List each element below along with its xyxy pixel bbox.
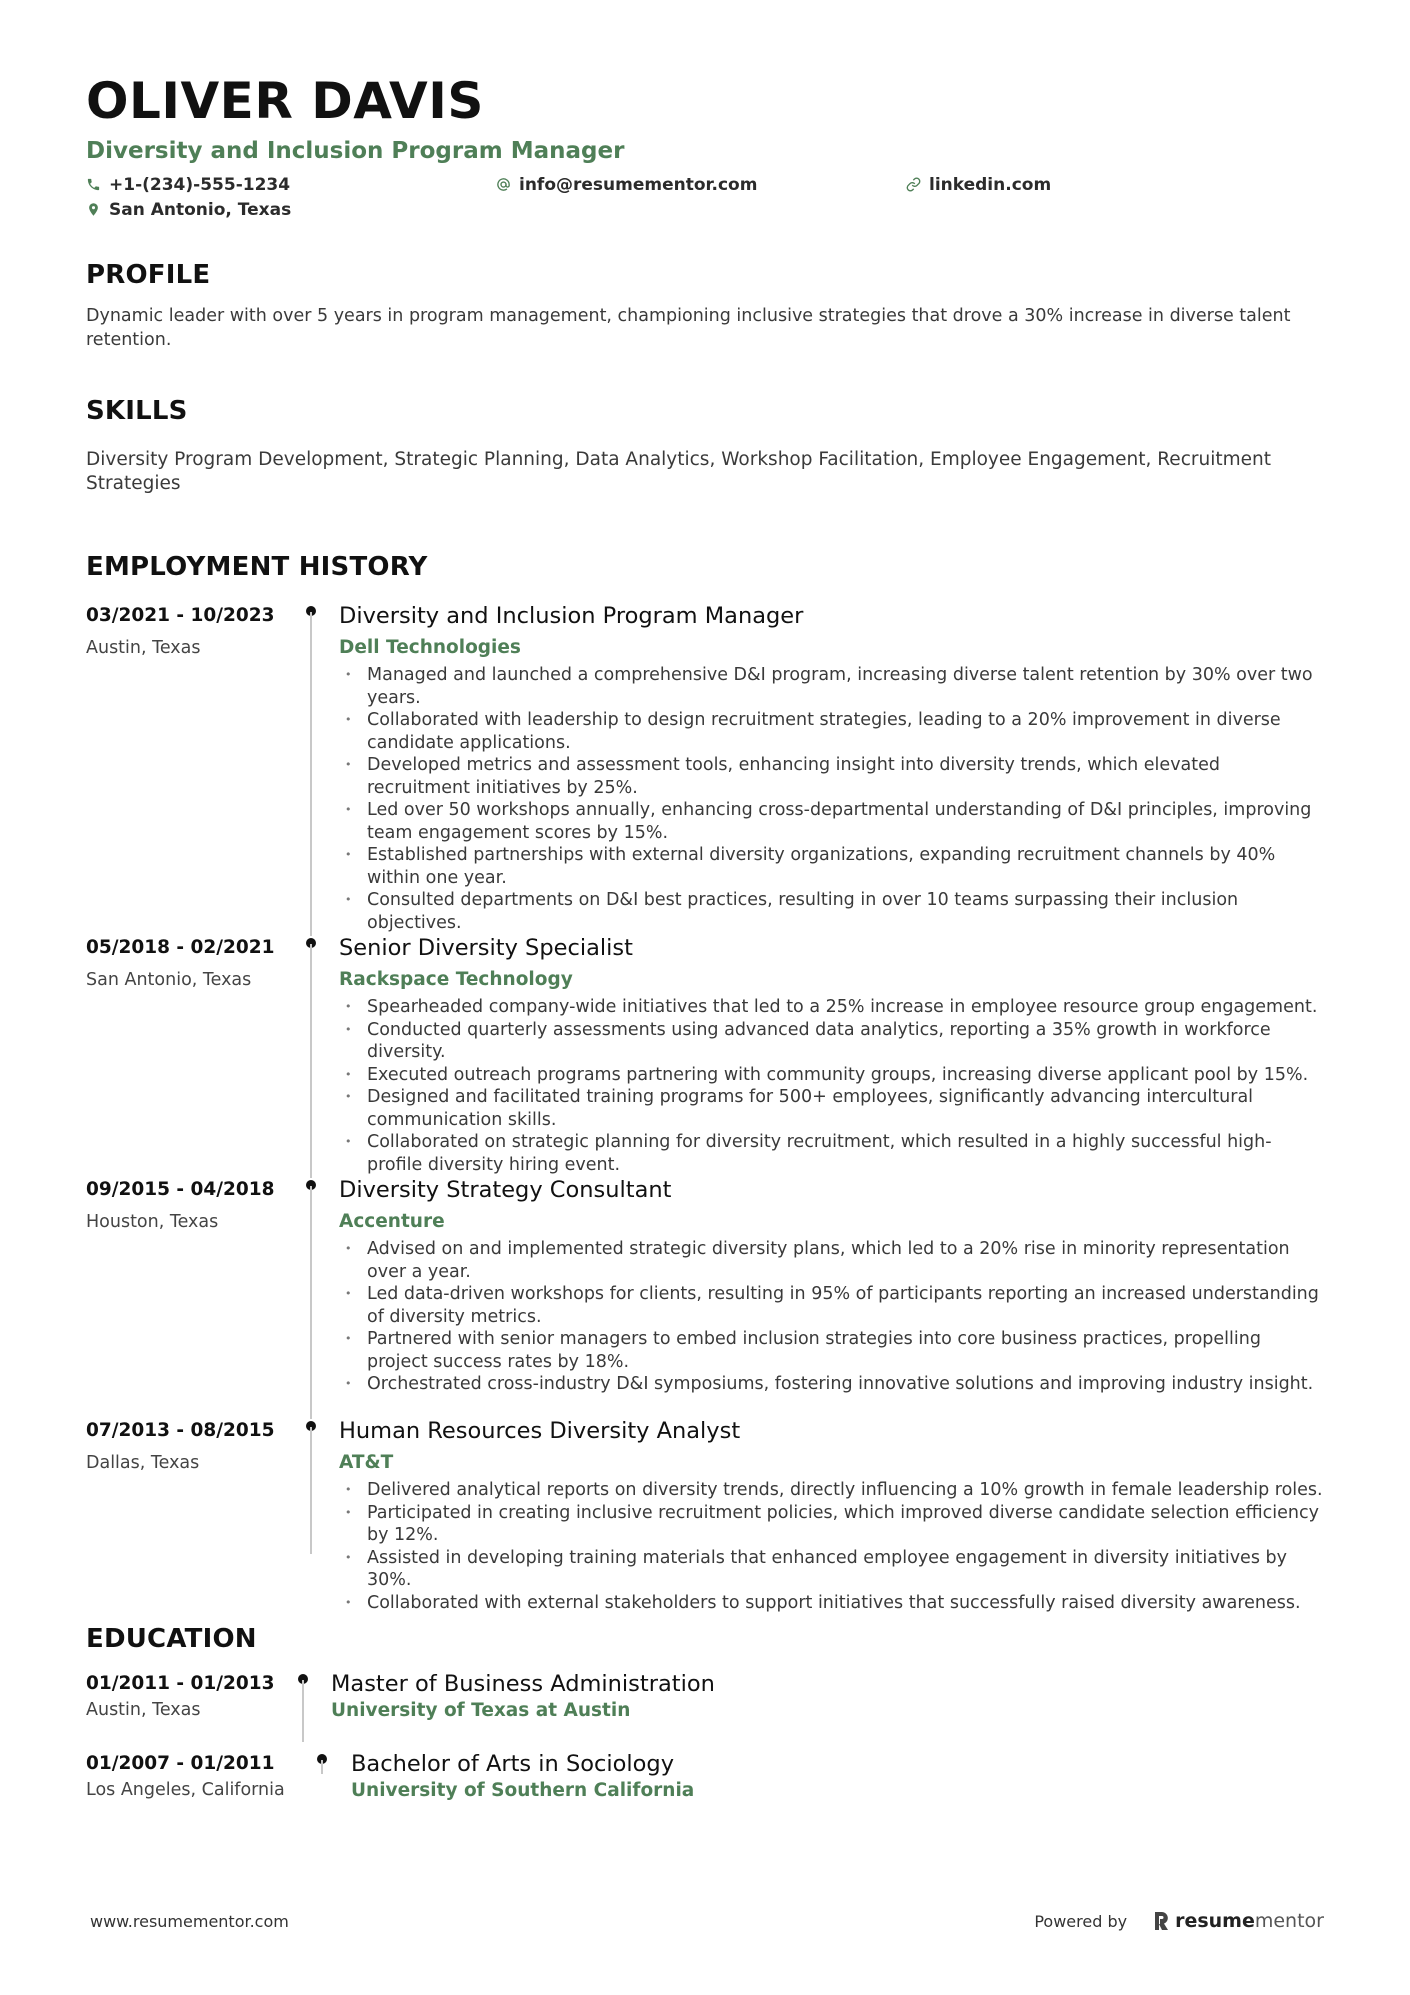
job-bullet: • Collaborated with external stakeholders to support initiatives that successfully raised diversity awareness. xyxy=(343,1592,1324,1615)
job-bullet: • Consulted departments on D&I best practices, resulting in over 10 teams surpassing their inclusion objectives. xyxy=(343,889,1324,934)
job-entry xyxy=(86,604,1324,936)
footer-website-link[interactable]: www.resumementor.com xyxy=(90,1911,289,1931)
job-location: Houston, Texas xyxy=(86,1212,219,1232)
education-location: Los Angeles, California xyxy=(86,1780,285,1800)
link-icon xyxy=(906,177,921,192)
job-dates: 07/2013 - 08/2015 xyxy=(86,1420,275,1441)
job-company: Accenture xyxy=(339,1211,445,1232)
contact-phone[interactable] xyxy=(86,172,496,197)
job-entry xyxy=(86,1418,1324,1613)
contact-location xyxy=(86,197,496,222)
powered-by-label: Powered by xyxy=(1034,1911,1128,1931)
job-bullet: • Led over 50 workshops annually, enhancing cross-departmental understanding of D&I principles, improving team engagement scores by 15%. xyxy=(343,799,1324,844)
location-text: San Antonio, Texas xyxy=(109,199,292,220)
timeline-line xyxy=(321,1760,323,1774)
skills-heading: SKILLS xyxy=(86,396,188,426)
candidate-title: Diversity and Inclusion Program Manager xyxy=(86,138,625,164)
contact-email[interactable] xyxy=(496,172,906,197)
job-bullet: • Collaborated on strategic planning for diversity recruitment, which resulted in a highly successful high-profile diversity hiring event. xyxy=(343,1131,1324,1176)
timeline xyxy=(299,1178,339,1419)
profile-heading: PROFILE xyxy=(86,260,211,290)
job-dates: 03/2021 - 10/2023 xyxy=(86,605,275,626)
map-pin-icon xyxy=(86,202,101,217)
job-bullet: • Spearheaded company-wide initiatives that led to a 25% increase in employee resource group engagement. xyxy=(343,996,1324,1019)
website-text: linkedin.com xyxy=(929,174,1052,195)
job-bullet: • Advised on and implemented strategic diversity plans, which led to a 20% rise in minority representation over a year. xyxy=(343,1238,1324,1283)
job-location: Dallas, Texas xyxy=(86,1453,200,1473)
education-school: University of Texas at Austin xyxy=(331,1700,631,1721)
timeline-line xyxy=(310,944,312,1178)
job-bullet: • Established partnerships with external diversity organizations, expanding recruitment channels by 40% within one year. xyxy=(343,844,1324,889)
phone-text: +1-(234)-555-1234 xyxy=(109,174,291,195)
job-bullet: • Led data-driven workshops for clients, resulting in 95% of participants reporting an increased understanding of diversity metrics. xyxy=(343,1283,1324,1328)
job-dates: 05/2018 - 02/2021 xyxy=(86,937,275,958)
timeline xyxy=(299,1419,339,1584)
skills-text: Diversity Program Development, Strategic Planning, Data Analytics, Workshop Facilitation, Employee Engagement, Recruitment Strategies xyxy=(86,449,1271,494)
job-bullet: • Assisted in developing training materials that enhanced employee engagement in diversity initiatives by 30%. xyxy=(343,1547,1324,1592)
brand-name-light: mentor xyxy=(1254,1910,1324,1932)
education-dates: 01/2007 - 01/2011 xyxy=(86,1753,275,1774)
candidate-name: OLIVER DAVIS xyxy=(86,72,484,130)
education-entry xyxy=(86,1752,1324,1801)
job-role: Senior Diversity Specialist xyxy=(339,935,633,961)
education-heading: EDUCATION xyxy=(86,1624,257,1654)
job-bullets xyxy=(339,996,1324,1176)
timeline xyxy=(291,1752,351,1801)
resumementor-logo-icon xyxy=(1153,1911,1169,1931)
job-role: Diversity and Inclusion Program Manager xyxy=(339,603,804,629)
email-text: info@resumementor.com xyxy=(519,174,758,195)
job-bullet: • Collaborated with leadership to design recruitment strategies, leading to a 20% improvement in diverse candidate applications. xyxy=(343,709,1324,754)
footer xyxy=(90,1910,1324,1932)
brand-logo[interactable] xyxy=(1153,1910,1324,1932)
job-bullet: • Participated in creating inclusive recruitment policies, which improved diverse candidate selection efficiency by 12%. xyxy=(343,1502,1324,1547)
job-bullet: • Orchestrated cross-industry D&I symposiums, fostering innovative solutions and improving industry insight. xyxy=(343,1373,1324,1396)
job-bullets xyxy=(339,664,1324,934)
job-company: Dell Technologies xyxy=(339,637,521,658)
timeline xyxy=(299,604,339,936)
education-dates: 01/2011 - 01/2013 xyxy=(86,1673,275,1694)
timeline-line xyxy=(310,612,312,936)
job-location: Austin, Texas xyxy=(86,638,201,658)
phone-icon xyxy=(86,177,101,192)
education-school: University of Southern California xyxy=(351,1780,695,1801)
job-bullet: • Managed and launched a comprehensive D&I program, increasing diverse talent retention by 30% over two years. xyxy=(343,664,1324,709)
timeline-line xyxy=(302,1680,304,1742)
job-role: Diversity Strategy Consultant xyxy=(339,1177,672,1203)
powered-by xyxy=(1034,1910,1324,1932)
job-bullets xyxy=(339,1238,1324,1396)
education-entry xyxy=(86,1672,1324,1752)
job-bullet: • Partnered with senior managers to embed inclusion strategies into core business practices, propelling project success rates by 18%. xyxy=(343,1328,1324,1373)
job-entry xyxy=(86,1178,1324,1419)
job-company: AT&T xyxy=(339,1452,394,1473)
employment-heading: EMPLOYMENT HISTORY xyxy=(86,552,428,582)
contact-website[interactable] xyxy=(906,172,1206,197)
timeline-line xyxy=(310,1427,312,1554)
education-location: Austin, Texas xyxy=(86,1700,201,1720)
job-bullet: • Developed metrics and assessment tools, enhancing insight into diversity trends, which elevated recruitment initiatives by 25%. xyxy=(343,754,1324,799)
job-bullets xyxy=(339,1479,1324,1614)
education-degree: Master of Business Administration xyxy=(331,1671,715,1697)
profile-text: Dynamic leader with over 5 years in program management, championing inclusive strategies that drove a 30% increase in diverse talent retention. xyxy=(86,306,1291,350)
job-bullet: • Conducted quarterly assessments using advanced data analytics, reporting a 35% growth in workforce diversity. xyxy=(343,1019,1324,1064)
brand-name-bold: resume xyxy=(1175,1910,1255,1932)
timeline-line xyxy=(310,1186,312,1419)
education-degree: Bachelor of Arts in Sociology xyxy=(351,1751,675,1777)
timeline xyxy=(291,1672,331,1752)
job-company: Rackspace Technology xyxy=(339,969,573,990)
contact-info xyxy=(86,172,1324,222)
job-bullet: • Designed and facilitated training programs for 500+ employees, significantly advancing intercultural communication skills. xyxy=(343,1086,1324,1131)
job-bullet: • Executed outreach programs partnering with community groups, increasing diverse applicant pool by 15%. xyxy=(343,1064,1324,1087)
job-bullet: • Delivered analytical reports on diversity trends, directly influencing a 10% growth in female leadership roles. xyxy=(343,1479,1324,1502)
at-icon xyxy=(496,177,511,192)
timeline xyxy=(299,936,339,1178)
job-dates: 09/2015 - 04/2018 xyxy=(86,1179,275,1200)
job-entry xyxy=(86,936,1324,1178)
job-role: Human Resources Diversity Analyst xyxy=(339,1418,741,1444)
job-location: San Antonio, Texas xyxy=(86,970,252,990)
